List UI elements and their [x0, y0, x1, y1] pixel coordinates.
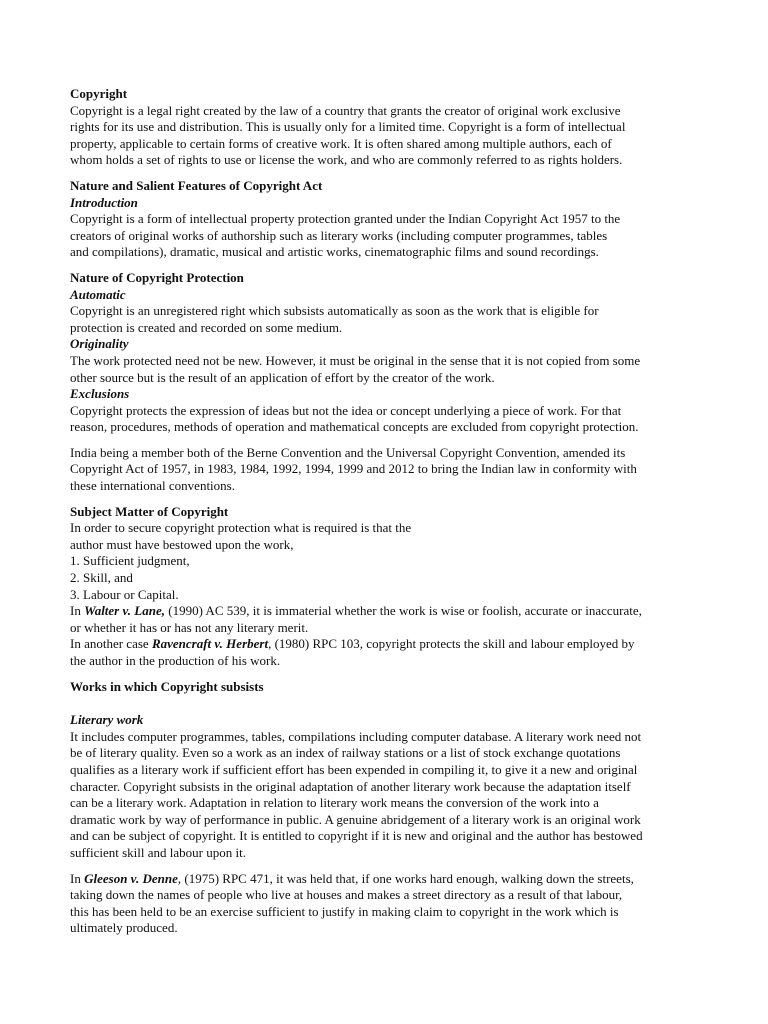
- text-line: Copyright is a legal right created by the law of a country that grants the creator of original work exclusive: [70, 102, 621, 118]
- subheading-introduction: Introduction: [70, 194, 138, 210]
- para-originality: [70, 353, 702, 386]
- list-item: 3. Labour or Capital.: [70, 586, 179, 602]
- subheading-exclusions: Exclusions: [70, 386, 130, 402]
- text-line: or whether it has or has not any literary merit.: [70, 619, 309, 635]
- text-line: whom holds a set of rights to use or license the work, and who are commonly referred to as rights holders.: [70, 152, 623, 168]
- para-literary-work: [70, 729, 702, 862]
- text-line: India being a member both of the Berne Convention and the Universal Copyright Convention, amended its: [70, 444, 626, 460]
- heading-works: Works in which Copyright subsists: [70, 678, 264, 694]
- text-line: rights for its use and distribution. This is usually only for a limited time. Copyright is a form of intellectual: [70, 119, 626, 135]
- subheading-originality: Originality: [70, 336, 129, 352]
- text-line: creators of original works of authorship such as literary works (including computer programmes, tables: [70, 227, 608, 243]
- text-line: Copyright protects the expression of ideas but not the idea or concept underlying a piece of work. For that: [70, 402, 622, 418]
- case-name: Walter v. Lane,: [84, 603, 165, 619]
- heading-protection: Nature of Copyright Protection: [70, 269, 244, 285]
- walter-case-line: In Walter v. Lane, (1990) AC 539, it is immaterial whether the work is wise or foolish, accurate or inaccurate,: [70, 603, 642, 619]
- heading-subject-matter: Subject Matter of Copyright: [70, 503, 229, 519]
- para-gleeson: [70, 871, 702, 937]
- ravencraft-case-line: In another case Ravencraft v. Herbert, (1980) RPC 103, copyright protects the skill and labour employed by: [70, 636, 635, 652]
- text-line: can be a literary work. Adaptation in relation to literary work means the conversion of the work into a: [70, 795, 599, 811]
- para-india: [70, 445, 702, 495]
- text-line: dramatic work by way of performance in public. A genuine abridgement of a literary work is an original work: [70, 811, 641, 827]
- text-line: be of literary quality. Even so a work as an index of railway stations or a list of stock exchange quotations: [70, 745, 621, 761]
- text-line: property, applicable to certain forms of creative work. It is often shared among multiple authors, each of: [70, 135, 612, 151]
- para-subject-matter: [70, 520, 702, 669]
- text-line: the author in the production of his work.: [70, 653, 281, 668]
- list-item: 2. Skill, and: [70, 570, 133, 586]
- para-introduction: [70, 211, 702, 261]
- para-exclusions: [70, 403, 702, 436]
- case-name: Gleeson v. Denne: [84, 870, 178, 886]
- text-line: character. Copyright subsists in the original adaptation of another literary work because the adaptation itself: [70, 778, 631, 794]
- case-name: Ravencraft v. Herbert: [151, 636, 269, 652]
- text-line: In order to secure copyright protection what is required is that the: [70, 520, 412, 536]
- text-line: sufficient skill and labour upon it.: [70, 844, 246, 860]
- document-page: [70, 86, 702, 937]
- text-line: this has been held to be an exercise sufficient to justify in making claim to copyright in the work which is: [70, 903, 619, 919]
- text-line: other source but is the result of an application of effort by the creator of the work.: [70, 369, 495, 385]
- heading-copyright: Copyright: [70, 86, 128, 101]
- text-line: taking down the names of people who live at houses and makes a street directory as a result of that labour,: [70, 887, 623, 903]
- text-line: and compilations), dramatic, musical and artistic works, cinematographic films and sound recordings.: [70, 244, 599, 260]
- text-line: It includes computer programmes, tables, compilations including computer database. A literary work need not: [70, 728, 642, 744]
- gleeson-case-line: In Gleeson v. Denne, (1975) RPC 471, it was held that, if one works hard enough, walking down the streets,: [70, 870, 634, 886]
- subheading-literary-work: Literary work: [70, 712, 144, 728]
- para-copyright: [70, 103, 702, 169]
- text-line: Copyright is a form of intellectual property protection granted under the Indian Copyright Act 1957 to the: [70, 211, 621, 227]
- text-line: reason, procedures, methods of operation and mathematical concepts are excluded from copyright protection.: [70, 419, 639, 435]
- text-line: ultimately produced.: [70, 920, 178, 936]
- text-line: Copyright is an unregistered right which subsists automatically as soon as the work that is eligible for: [70, 303, 599, 319]
- text-line: these international conventions.: [70, 478, 235, 494]
- heading-nature: Nature and Salient Features of Copyright Act: [70, 177, 323, 193]
- subheading-automatic: Automatic: [70, 286, 126, 302]
- text-line: protection is created and recorded on some medium.: [70, 319, 343, 335]
- text-line: qualifies as a literary work if sufficient effort has been expended in compiling it, to give it a new and original: [70, 761, 638, 777]
- list-item: 1. Sufficient judgment,: [70, 553, 190, 569]
- text-line: author must have bestowed upon the work,: [70, 536, 294, 552]
- text-line: and can be subject of copyright. It is entitled to copyright if it is new and original and the author has bestowed: [70, 828, 643, 844]
- para-automatic: [70, 303, 702, 336]
- text-line: The work protected need not be new. However, it must be original in the sense that it is not copied from some: [70, 352, 641, 368]
- text-line: Copyright Act of 1957, in 1983, 1984, 1992, 1994, 1999 and 2012 to bring the Indian law in conformity with: [70, 461, 637, 477]
